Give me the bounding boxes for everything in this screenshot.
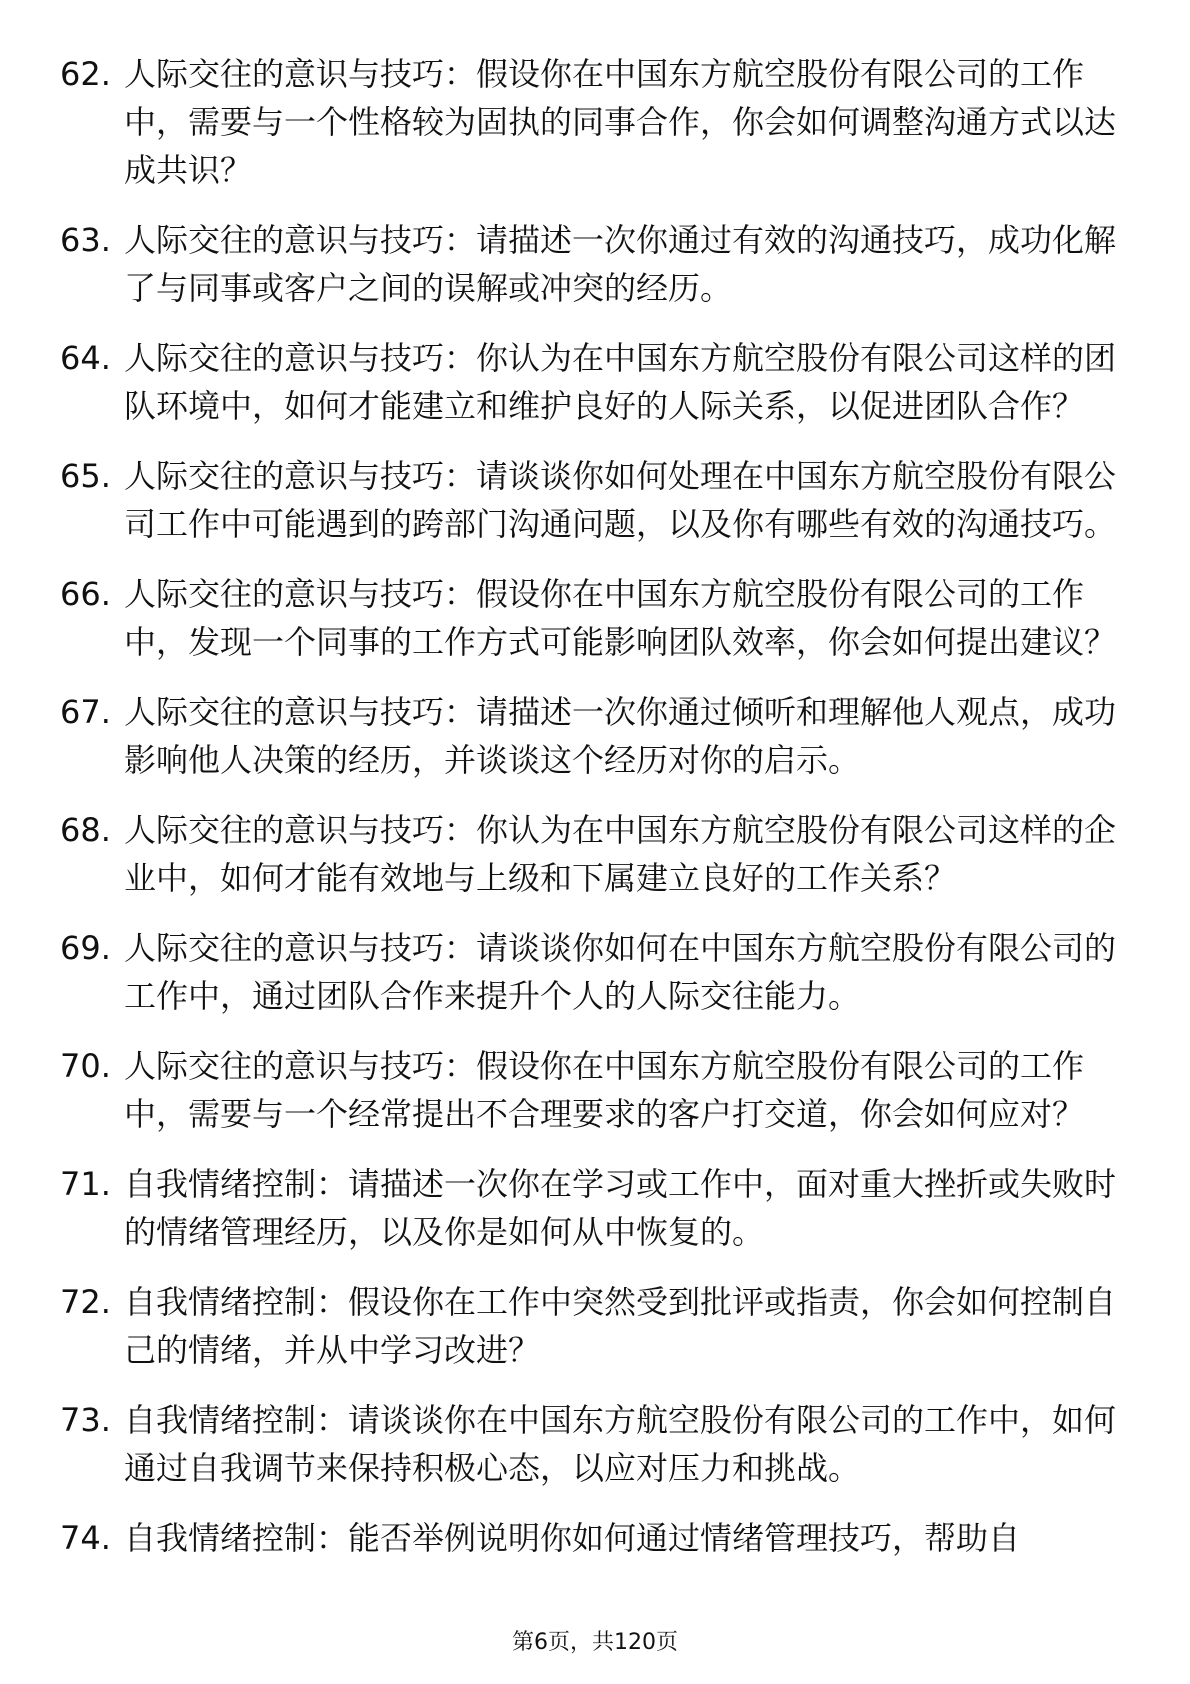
question-text: 人际交往的意识与技巧：你认为在中国东方航空股份有限公司这样的企业中，如何才能有效地与上级和下属建立良好的工作关系？ (124, 811, 1117, 897)
question-text: 自我情绪控制：请谈谈你在中国东方航空股份有限公司的工作中，如何通过自我调节来保持积极心态，以应对压力和挑战。 (124, 1401, 1117, 1487)
question-number: 74. (60, 1519, 111, 1557)
question-number: 71. (60, 1165, 111, 1203)
list-item (60, 1514, 1130, 1562)
question-number: 62. (60, 55, 111, 93)
question-number: 73. (60, 1401, 111, 1439)
question-text: 人际交往的意识与技巧：请谈谈你如何处理在中国东方航空股份有限公司工作中可能遇到的跨部门沟通问题，以及你有哪些有效的沟通技巧。 (124, 457, 1117, 543)
list-item (60, 334, 1130, 430)
question-number: 63. (60, 221, 111, 259)
list-item (60, 1160, 1130, 1256)
question-number: 72. (60, 1283, 111, 1321)
question-text: 自我情绪控制：能否举例说明你如何通过情绪管理技巧，帮助自 (124, 1519, 1021, 1557)
list-item (60, 924, 1130, 1020)
question-number: 68. (60, 811, 111, 849)
question-text: 人际交往的意识与技巧：假设你在中国东方航空股份有限公司的工作中，发现一个同事的工作方式可能影响团队效率，你会如何提出建议？ (124, 575, 1117, 661)
question-text: 自我情绪控制：假设你在工作中突然受到批评或指责，你会如何控制自己的情绪，并从中学习改进？ (124, 1283, 1117, 1369)
question-number: 69. (60, 929, 111, 967)
list-item (60, 50, 1130, 194)
list-item (60, 1396, 1130, 1492)
question-text: 自我情绪控制：请描述一次你在学习或工作中，面对重大挫折或失败时的情绪管理经历，以及你是如何从中恢复的。 (124, 1165, 1117, 1251)
question-text: 人际交往的意识与技巧：假设你在中国东方航空股份有限公司的工作中，需要与一个经常提出不合理要求的客户打交道，你会如何应对？ (124, 1047, 1085, 1133)
question-number: 64. (60, 339, 111, 377)
question-text: 人际交往的意识与技巧：请谈谈你如何在中国东方航空股份有限公司的工作中，通过团队合作来提升个人的人际交往能力。 (124, 929, 1117, 1015)
list-item (60, 452, 1130, 548)
list-item (60, 216, 1130, 312)
list-item (60, 688, 1130, 784)
question-number: 66. (60, 575, 111, 613)
list-item (60, 1042, 1130, 1138)
list-item (60, 1278, 1130, 1374)
list-item (60, 806, 1130, 902)
question-number: 70. (60, 1047, 111, 1085)
question-text: 人际交往的意识与技巧：请描述一次你通过有效的沟通技巧，成功化解了与同事或客户之间的误解或冲突的经历。 (124, 221, 1117, 307)
list-item (60, 570, 1130, 666)
question-text: 人际交往的意识与技巧：你认为在中国东方航空股份有限公司这样的团队环境中，如何才能建立和维护良好的人际关系，以促进团队合作？ (124, 339, 1117, 425)
page-footer: 第6页，共120页 (512, 1630, 678, 1655)
question-text: 人际交往的意识与技巧：假设你在中国东方航空股份有限公司的工作中，需要与一个性格较为固执的同事合作，你会如何调整沟通方式以达成共识？ (124, 55, 1117, 189)
question-number: 67. (60, 693, 111, 731)
question-list (60, 50, 1130, 1584)
question-text: 人际交往的意识与技巧：请描述一次你通过倾听和理解他人观点，成功影响他人决策的经历，并谈谈这个经历对你的启示。 (124, 693, 1117, 779)
question-number: 65. (60, 457, 111, 495)
